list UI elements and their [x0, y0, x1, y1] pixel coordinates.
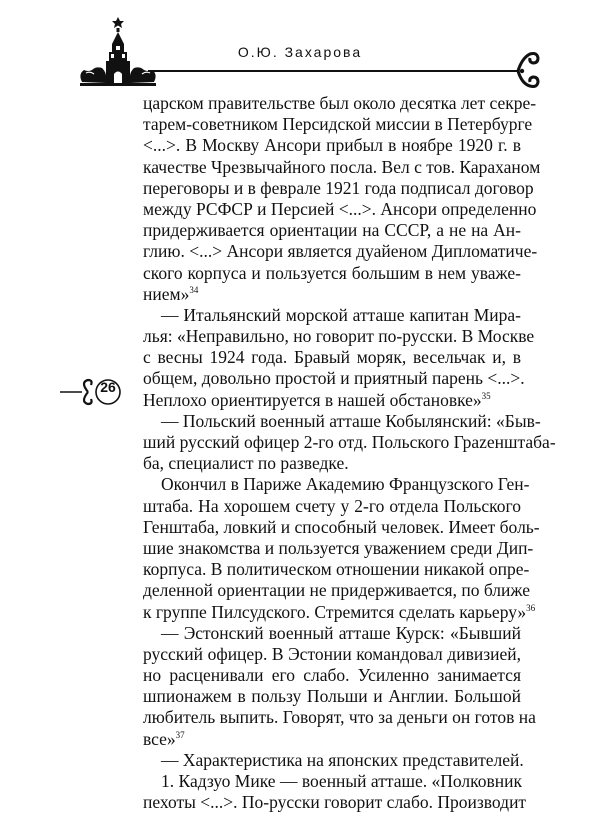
text-line-content: — Характеристика на японских представителей.	[161, 749, 524, 770]
text-line-content: русский офицер. В Эстонии командовал дивизией,	[143, 643, 521, 664]
text-line	[143, 326, 535, 347]
text-line	[143, 474, 530, 495]
text-line	[143, 644, 521, 665]
text-line	[143, 305, 521, 326]
text-line-content: качестве Чрезвычайного посла. Вел с тов. Караханом	[143, 156, 541, 177]
text-line-content: между РСФСР и Персией <...>. Ансори определенно	[143, 198, 537, 219]
text-line	[143, 516, 540, 538]
text-line	[143, 284, 521, 305]
text-line-content: царском правительстве был около десятка лет секре-	[143, 93, 537, 113]
text-line-content: ба, специалист по разведке.	[143, 453, 349, 474]
text-line	[143, 410, 541, 432]
scroll-ornament-icon	[506, 46, 542, 90]
text-line	[143, 749, 524, 771]
text-line-content: глию. <...> Ансори является дуайеном Дипломатиче-	[143, 241, 538, 262]
text-line	[143, 580, 531, 601]
header-rule	[148, 70, 516, 72]
text-line-content: штаба. На хорошем счету у 2-го отдела Польского	[143, 495, 521, 516]
text-line	[143, 198, 537, 220]
text-line-content: Неплохо ориентируется в нашей обстановке»	[143, 389, 482, 410]
text-line-content: 1. Кадзуо Мике — военный атташе. «Полковник	[161, 771, 523, 791]
page-number: 26	[100, 379, 116, 395]
text-line	[143, 390, 521, 411]
footnote-reference: 34	[189, 284, 199, 295]
text-line-content: — Польский военный атташе Кобылянский: «Быв-	[161, 410, 541, 431]
text-line-content: — Итальянский морской атташе капитан Мира-	[161, 304, 521, 325]
text-line	[143, 135, 521, 156]
text-line	[143, 601, 536, 623]
text-line	[143, 93, 537, 114]
text-line	[143, 623, 521, 644]
text-line	[143, 729, 521, 750]
text-line-content: Окончил в Париже Академию Французского Ген-	[161, 474, 530, 495]
text-line	[143, 665, 521, 686]
text-line-content: любитель выпить. Говорят, что за деньги он готов на	[143, 707, 536, 728]
text-line	[143, 432, 556, 453]
text-line	[143, 263, 521, 284]
text-line	[143, 559, 530, 580]
text-line-content: тарем-советником Персидской миссии в Петербурге	[143, 114, 533, 135]
text-line	[143, 347, 521, 368]
text-line	[143, 453, 521, 474]
text-line-content: придерживается ориентации на СССР, а не на Ан-	[143, 220, 521, 241]
text-line-content: деленной ориентации не придерживается, по ближе	[143, 580, 531, 601]
text-line-content: ший русский офицер 2-го отд. Польского Грazенштаба-	[143, 432, 556, 452]
text-line	[143, 771, 521, 792]
text-line	[143, 177, 534, 199]
text-line-content: к группе Пилсудского. Стремится сделать карьеру»	[143, 601, 527, 622]
text-line-content: нием»	[143, 283, 190, 304]
footnote-reference: 36	[526, 602, 536, 613]
text-line-content: общем, довольно простой и приятный парень <...>.	[143, 368, 525, 389]
text-line	[143, 496, 521, 517]
text-line-content: с весны 1924 года. Бравый моряк, весельчак и, в	[143, 347, 521, 368]
footnote-reference: 35	[481, 390, 491, 401]
text-line-content: — Эстонский военный атташе Курск: «Бывший	[161, 622, 521, 643]
text-line	[143, 707, 536, 728]
text-line	[143, 156, 541, 178]
text-line-content: Генштаба, ловкий и способный человек. Имеет боль-	[143, 516, 540, 537]
text-line	[143, 114, 533, 135]
text-line-content: шпионажем в пользу Польши и Англии. Большой	[143, 686, 521, 707]
text-line	[143, 241, 538, 262]
text-line	[143, 537, 534, 559]
text-line-content: пехоты <...>. По-русски говорит слабо. Производит	[143, 792, 527, 813]
footnote-reference: 37	[175, 729, 185, 740]
text-line	[143, 220, 521, 241]
page-body-text	[143, 93, 556, 813]
text-line-content: ского корпуса и пользуется большим в нем уваже-	[143, 262, 521, 283]
text-line-content: но расценивали его слабо. Усиленно занимается	[143, 665, 521, 686]
text-line-content: корпуса. В политическом отношении никакой опре-	[143, 559, 530, 580]
text-line-content: лья: «Неправильно, но говорит по-русски. В Москве	[143, 326, 535, 347]
running-header-author: О.Ю. Захарова	[237, 44, 363, 60]
text-line	[143, 368, 525, 389]
text-line-content: переговоры и в феврале 1921 года подписал договор	[143, 177, 534, 198]
text-line-content: все»	[143, 728, 176, 749]
text-line	[143, 686, 521, 707]
text-line-content: шие знакомства и пользуется уважением среди Дип-	[143, 537, 534, 558]
text-line-content: <...>. В Москву Ансори прибыл в ноябре 1920 г. в	[143, 135, 521, 156]
text-line	[143, 792, 527, 813]
